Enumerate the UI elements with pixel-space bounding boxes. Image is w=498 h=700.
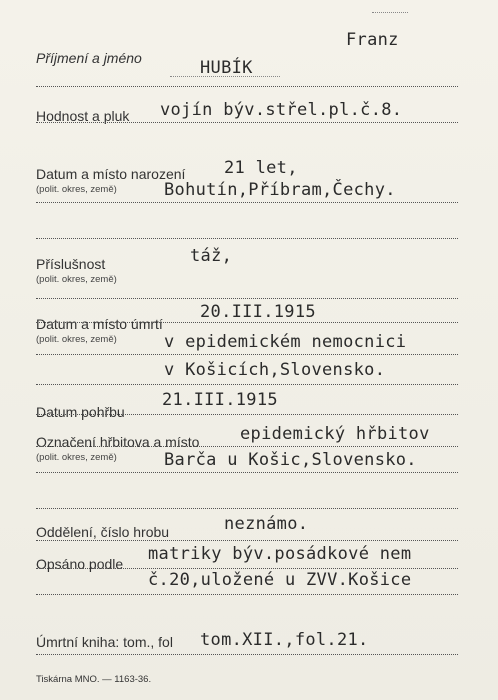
birth-line-1 xyxy=(36,202,458,203)
top-mark xyxy=(372,12,408,13)
source-line-2 xyxy=(36,594,458,595)
source-line-1 xyxy=(36,568,458,569)
death-value-2: v epidemickém nemocnici xyxy=(164,332,407,352)
death-value-3: v Košicích,Slovensko. xyxy=(164,360,386,380)
death-label: Datum a místo úmrtí xyxy=(36,316,163,332)
birth-sub: (polit. okres, země) xyxy=(36,184,117,195)
residence-label: Příslušnost xyxy=(36,256,106,272)
death-book-line xyxy=(36,654,458,655)
death-line-2 xyxy=(36,354,458,355)
printer-footer: Tiskárna MNO. — 1163-36. xyxy=(36,674,152,685)
residence-line xyxy=(36,298,458,299)
birth-label: Datum a místo narození xyxy=(36,166,186,182)
source-value-1: matriky býv.posádkové nem xyxy=(148,544,412,564)
death-book-label: Úmrtní kniha: tom., fol xyxy=(36,634,173,650)
death-value-1: 20.III.1915 xyxy=(200,302,316,322)
grave-label: Oddělení, číslo hrobu xyxy=(36,524,170,540)
cemetery-value-1: epidemický hřbitov xyxy=(240,424,430,444)
source-value-2: č.20,uložené u ZVV.Košice xyxy=(148,570,412,590)
burial-date-value: 21.III.1915 xyxy=(162,390,278,410)
birth-value-2: Bohutín,Příbram,Čechy. xyxy=(164,180,396,200)
rank-line xyxy=(36,122,458,123)
surname-value: HUBÍK xyxy=(200,58,253,78)
cemetery-sub: (polit. okres, země) xyxy=(36,452,117,463)
cemetery-value-2: Barča u Košic,Slovensko. xyxy=(164,450,417,470)
rank-value: vojín býv.střel.pl.č.8. xyxy=(160,100,403,120)
grave-value: neznámo. xyxy=(224,514,309,534)
birth-value-1: 21 let, xyxy=(224,158,298,178)
cemetery-label: Označení hřbitova a místo xyxy=(36,434,200,450)
name-line xyxy=(36,86,458,87)
death-sub: (polit. okres, země) xyxy=(36,334,117,345)
rank-label: Hodnost a pluk xyxy=(36,108,130,124)
death-line-3 xyxy=(36,384,458,385)
grave-line xyxy=(36,540,458,541)
cemetery-line-2 xyxy=(36,472,458,473)
burial-date-label: Datum pohřbu xyxy=(36,404,125,420)
residence-sub: (polit. okres, země) xyxy=(36,274,117,285)
cemetery-line-1 xyxy=(36,446,458,447)
name-label: Příjmení a jméno xyxy=(36,50,142,66)
source-label: Opsáno podle xyxy=(36,556,124,572)
residence-value: táž, xyxy=(190,246,233,266)
cemetery-line-3 xyxy=(36,508,458,509)
birth-line-2 xyxy=(36,238,458,239)
death-line-1 xyxy=(36,322,458,323)
death-book-value: tom.XII.,fol.21. xyxy=(200,630,369,650)
first-name-value: Franz xyxy=(346,30,399,50)
burial-date-line xyxy=(36,414,458,415)
